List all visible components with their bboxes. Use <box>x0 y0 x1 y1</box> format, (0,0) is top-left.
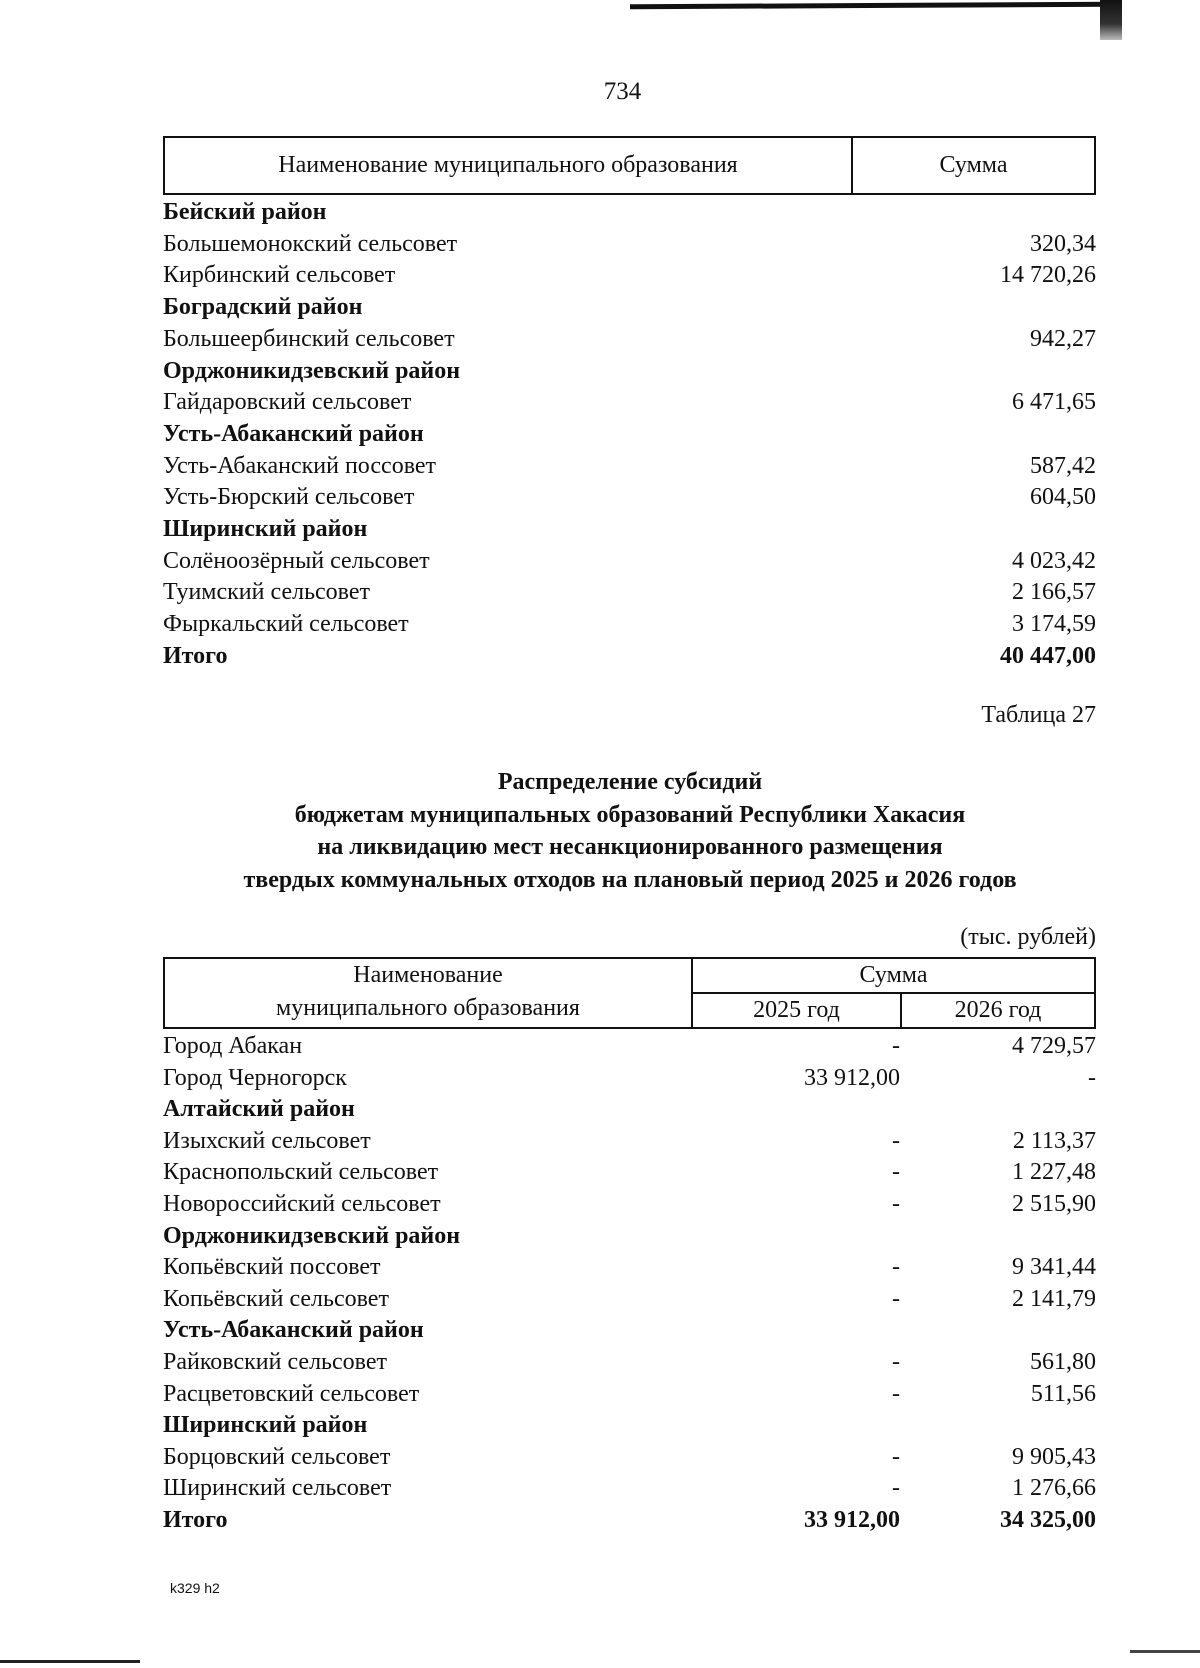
row-sum: 604,50 <box>1030 484 1096 511</box>
row-sum: 3 174,59 <box>1012 611 1096 638</box>
table-group-row <box>163 514 1096 545</box>
row-2025: - <box>892 1443 900 1470</box>
row-name: Итого <box>163 642 228 669</box>
row-2026: 2 141,79 <box>1012 1285 1096 1312</box>
scan-corner-mark <box>1100 0 1122 40</box>
row-name: Усть-Абаканский район <box>163 1317 424 1344</box>
row-name: Орджоникидзевский район <box>163 1222 461 1249</box>
row-2025: - <box>892 1380 900 1407</box>
row-name: Боградский район <box>163 294 363 321</box>
row-2025: - <box>892 1475 900 1502</box>
table-row <box>163 1031 1096 1062</box>
row-2026: 1 227,48 <box>1012 1159 1096 1186</box>
table-row <box>163 387 1096 418</box>
scan-edge-line <box>630 2 1110 10</box>
table-row <box>163 1379 1096 1410</box>
table-row <box>163 1126 1096 1157</box>
scan-edge-line <box>1130 1650 1200 1653</box>
row-2025: 33 912,00 <box>804 1064 900 1091</box>
table-row <box>163 1442 1096 1473</box>
table1-header <box>163 136 1096 195</box>
row-name: Ширинский район <box>163 1412 368 1439</box>
title-line: твердых коммунальных отходов на плановый период 2025 и 2026 годов <box>243 866 1017 893</box>
table-label: Таблица 27 <box>981 702 1096 728</box>
row-name: Ширинский район <box>163 516 368 542</box>
title-line: Распределение субсидий <box>497 769 763 795</box>
footer-code: k329 h2 <box>170 1580 220 1596</box>
table2-header-name <box>165 959 691 1027</box>
table-row <box>163 482 1096 513</box>
row-2026: 4 729,57 <box>1012 1033 1096 1059</box>
row-2026: 2 515,90 <box>1012 1191 1096 1217</box>
row-name: Гайдаровский сельсовет <box>163 389 412 416</box>
page-number: 734 <box>603 78 642 105</box>
table-group-row <box>163 1315 1096 1346</box>
table-row <box>163 1473 1096 1504</box>
row-name: Туимский сельсовет <box>163 579 370 606</box>
row-2025: - <box>892 1127 900 1154</box>
table-row <box>163 324 1096 355</box>
table-row <box>163 1252 1096 1283</box>
row-name: Усть-Абаканский район <box>163 420 424 447</box>
table-group-row <box>163 197 1096 228</box>
table-group-row <box>163 1410 1096 1441</box>
row-sum: 320,34 <box>1030 230 1096 257</box>
row-name: Кирбинский сельсовет <box>163 262 396 289</box>
table-row <box>163 1347 1096 1378</box>
row-2025: 33 912,00 <box>804 1507 900 1533</box>
row-2026: 34 325,00 <box>1000 1507 1096 1533</box>
row-2025: - <box>892 1033 900 1059</box>
title-line: на ликвидацию мест несанкционированного размещения <box>317 834 943 860</box>
row-name: Фыркальский сельсовет <box>163 611 409 638</box>
header-sum: Сумма <box>859 962 928 988</box>
scan-edge-line <box>0 1660 140 1663</box>
table-row <box>163 609 1096 640</box>
table-title <box>0 766 1200 896</box>
row-name: Усть-Абаканский поссовет <box>163 452 437 479</box>
table-group-row <box>163 1221 1096 1252</box>
row-sum: 942,27 <box>1030 325 1096 352</box>
header-name-line2: муниципального образования <box>276 995 580 1021</box>
row-name: Расцветовский сельсовет <box>163 1380 420 1407</box>
row-name: Борцовский сельсовет <box>163 1443 391 1470</box>
header-name-line1: Наименование <box>353 962 503 988</box>
row-name: Большемонокский сельсовет <box>163 230 458 257</box>
table-row <box>163 1284 1096 1315</box>
row-name: Копьёвский поссовет <box>163 1254 381 1281</box>
row-name: Усть-Бюрский сельсовет <box>163 484 415 511</box>
row-name: Новороссийский сельсовет <box>163 1191 441 1217</box>
table-row <box>163 546 1096 577</box>
row-name: Краснопольский сельсовет <box>163 1159 439 1186</box>
table-row <box>163 260 1096 291</box>
row-sum: 2 166,57 <box>1012 579 1096 606</box>
row-name: Город Черногорск <box>163 1064 347 1091</box>
row-sum: 14 720,26 <box>1000 262 1096 289</box>
table-group-row <box>163 356 1096 387</box>
row-2025: - <box>892 1191 900 1217</box>
row-name: Бейский район <box>163 199 327 225</box>
row-2026: 511,56 <box>1030 1380 1096 1407</box>
row-name: Алтайский район <box>163 1096 355 1123</box>
row-name: Копьёвский сельсовет <box>163 1285 389 1312</box>
table-group-row <box>163 292 1096 323</box>
header-2026: 2026 год <box>954 997 1042 1023</box>
table1-header-name: Наименование муниципального образования <box>278 152 738 178</box>
row-2025: - <box>892 1254 900 1281</box>
units-label: (тыс. рублей) <box>960 924 1096 950</box>
row-2025: - <box>892 1159 900 1186</box>
table-row <box>163 229 1096 260</box>
row-2026: 9 905,43 <box>1012 1443 1096 1470</box>
table-row <box>163 1157 1096 1188</box>
row-name: Орджоникидзевский район <box>163 357 461 384</box>
row-2026: 561,80 <box>1030 1349 1096 1375</box>
table-row <box>163 1189 1096 1220</box>
row-sum: 4 023,42 <box>1012 547 1096 574</box>
row-2026: 2 113,37 <box>1012 1127 1096 1154</box>
title-line: бюджетам муниципальных образований Республики Хакасия <box>294 801 966 828</box>
row-sum: 6 471,65 <box>1012 389 1096 416</box>
table1-header-sum: Сумма <box>939 152 1008 178</box>
row-2025: - <box>892 1349 900 1375</box>
table2-header <box>163 957 1096 1029</box>
table-row <box>163 451 1096 482</box>
row-2026: 9 341,44 <box>1012 1254 1096 1281</box>
header-2025: 2025 год <box>753 997 840 1023</box>
row-2026: - <box>1088 1064 1096 1091</box>
row-name: Большеербинский сельсовет <box>163 325 455 352</box>
row-2026: 1 276,66 <box>1012 1475 1096 1502</box>
row-sum: 40 447,00 <box>1000 642 1096 669</box>
row-2025: - <box>892 1285 900 1312</box>
row-name: Райковский сельсовет <box>163 1349 387 1375</box>
table-row <box>163 577 1096 608</box>
row-name: Солёноозёрный сельсовет <box>163 547 430 574</box>
row-name: Изыхский сельсовет <box>163 1127 371 1154</box>
row-name: Итого <box>163 1507 228 1533</box>
table-row <box>163 1063 1096 1094</box>
row-name: Город Абакан <box>163 1033 303 1059</box>
table-group-row <box>163 641 1096 672</box>
table-group-row <box>163 1505 1096 1536</box>
row-sum: 587,42 <box>1030 452 1096 479</box>
table-group-row <box>163 1094 1096 1125</box>
row-name: Ширинский сельсовет <box>163 1475 392 1502</box>
table-group-row <box>163 419 1096 450</box>
